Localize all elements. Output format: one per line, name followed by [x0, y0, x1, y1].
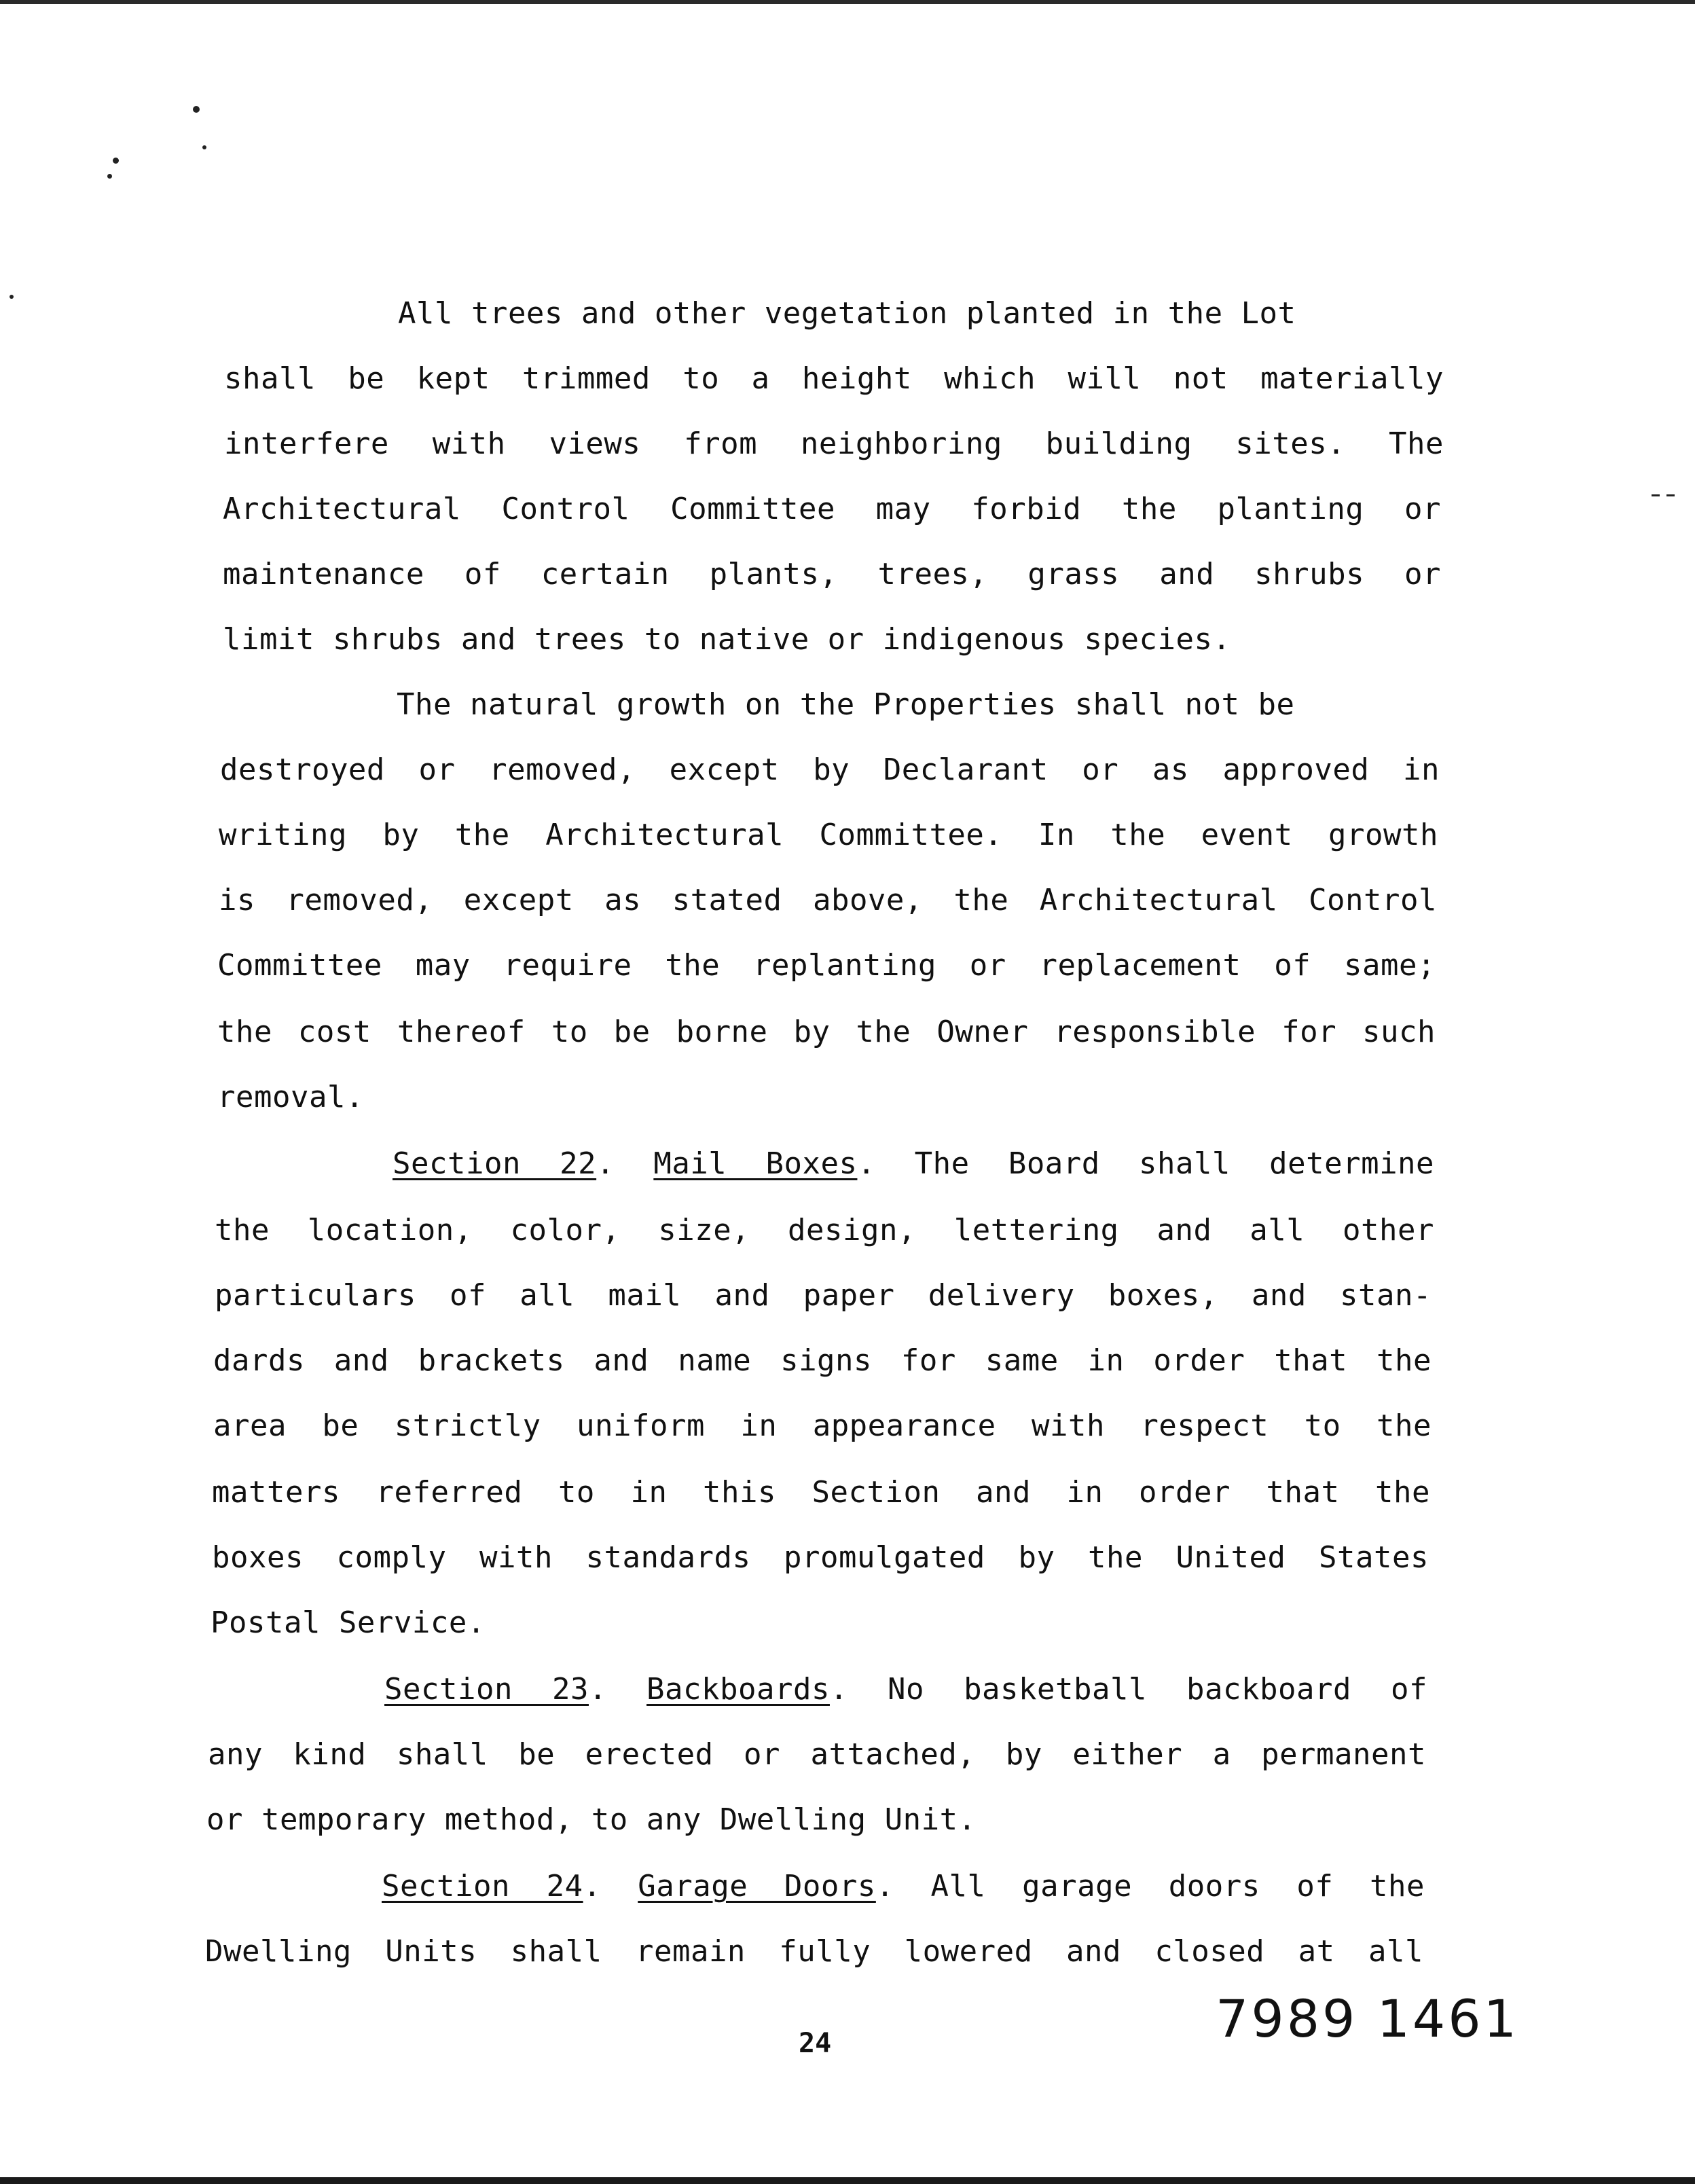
body-line: Architectural Control Committee may forbid the planting or [223, 492, 1441, 526]
body-line: All trees and other vegetation planted in the Lot [398, 296, 1296, 331]
scan-edge-top [0, 0, 1695, 4]
body-line: or temporary method, to any Dwelling Unit. [206, 1802, 977, 1837]
section-22-heading-line: Section 22. Mail Boxes. The Board shall determine [393, 1146, 1435, 1181]
body-line: area be strictly uniform in appearance with respect to the [213, 1408, 1432, 1443]
section-24-title: Garage Doors [638, 1869, 876, 1904]
body-line: interfere with views from neighboring building sites. The [224, 426, 1444, 461]
scan-speck [1666, 494, 1675, 496]
body-line: The natural growth on the Properties shall not be [397, 687, 1295, 722]
body-line: shall be kept trimmed to a height which will not materially [224, 361, 1444, 396]
body-line: limit shrubs and trees to native or indigenous species. [223, 622, 1231, 657]
body-line: destroyed or removed, except by Declarant or as approved in [220, 752, 1440, 787]
body-line: the cost thereof to be borne by the Owner responsible for such [217, 1015, 1436, 1049]
body-line: any kind shall be erected or attached, by either a permanent [208, 1737, 1426, 1772]
body-line: matters referred to in this Section and in order that the [212, 1475, 1430, 1510]
section-24-first-line: All garage doors of the [930, 1869, 1425, 1904]
section-23-first-line: No basketball backboard of [888, 1672, 1427, 1707]
section-22-first-line: The Board shall determine [914, 1146, 1435, 1181]
body-line: the location, color, size, design, lettering and all other [215, 1213, 1434, 1248]
body-line: maintenance of certain plants, trees, grass and shrubs or [223, 557, 1441, 592]
section-22-title: Mail Boxes [653, 1146, 858, 1181]
scan-speck [107, 174, 112, 179]
scan-speck [1652, 494, 1660, 496]
body-line: particulars of all mail and paper delivery boxes, and stan- [215, 1278, 1432, 1313]
section-24-heading-line: Section 24. Garage Doors. All garage doors of the [382, 1869, 1425, 1904]
body-line: Dwelling Units shall remain fully lowered and closed at all [205, 1934, 1423, 1969]
section-23-number: Section 23 [384, 1672, 589, 1707]
scan-speck [10, 295, 14, 299]
section-23-heading-line: Section 23. Backboards. No basketball backboard of [384, 1672, 1427, 1707]
scan-speck [193, 106, 200, 113]
body-line: dards and brackets and name signs for same in order that the [213, 1343, 1432, 1378]
scan-speck [202, 145, 206, 149]
body-line: Postal Service. [211, 1605, 486, 1640]
section-22-number: Section 22 [393, 1146, 597, 1181]
body-line: removal. [217, 1080, 364, 1114]
page-number: 24 [799, 2028, 832, 2059]
scan-speck [113, 158, 119, 164]
body-line: boxes comply with standards promulgated by the United States [212, 1540, 1429, 1575]
scan-edge-bottom [0, 2177, 1695, 2184]
body-line: writing by the Architectural Committee. In the event growth [219, 818, 1438, 852]
section-23-title: Backboards [646, 1672, 830, 1707]
document-id: 7989 1461 [1216, 1988, 1519, 2049]
body-line: Committee may require the replanting or replacement of same; [217, 948, 1436, 983]
body-line: is removed, except as stated above, the Architectural Control [219, 883, 1437, 917]
section-24-number: Section 24 [382, 1869, 583, 1904]
